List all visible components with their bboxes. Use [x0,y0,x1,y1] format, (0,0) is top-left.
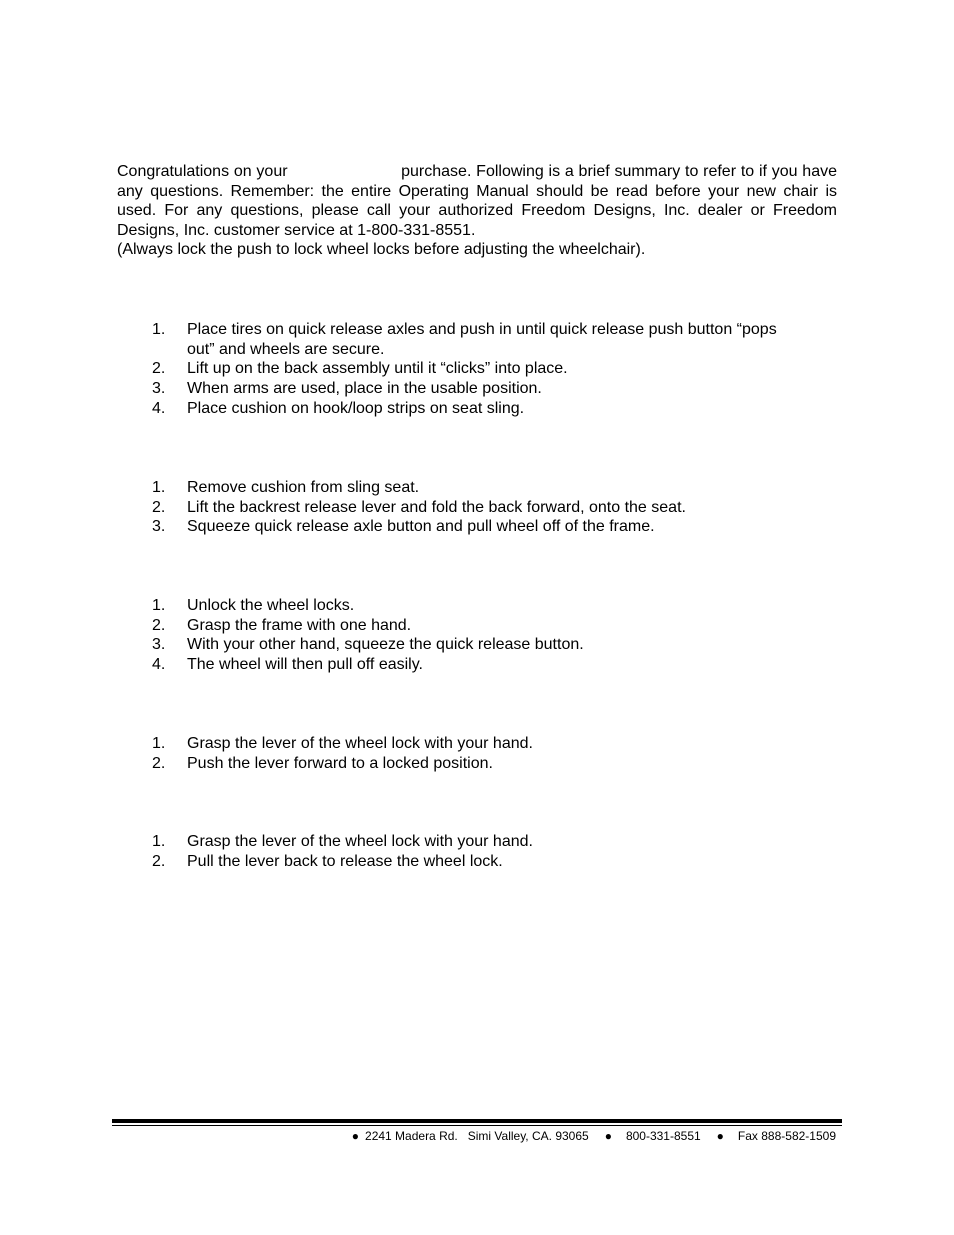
list-item [117,320,837,359]
lock-steps-list [117,734,837,773]
list-item [117,517,837,537]
list-item [117,754,837,774]
item-number: 1. [152,321,166,338]
intro-text [117,162,837,240]
item-text: Grasp the lever of the wheel lock with your hand. [187,833,533,850]
item-text: Place cushion on hook/loop strips on seat sling. [187,399,525,417]
intro-before-gap: Congratulations on your [117,163,288,180]
list-item [117,359,837,379]
item-number: 1. [152,479,166,496]
unlock-steps-list [117,832,837,871]
item-text: Grasp the frame with one hand. [187,616,412,634]
bullet-icon: ● [716,1129,724,1143]
item-number: 1. [152,833,166,850]
item-number: 3. [152,636,166,654]
list-item [117,832,837,852]
page-footer [352,1129,836,1144]
item-text: With your other hand, squeeze the quick release button. [187,636,584,654]
item-number: 4. [152,399,166,417]
item-text: Pull the lever back to release the wheel lock. [187,852,503,870]
item-text: Squeeze quick release axle button and pull wheel off of the frame. [187,518,655,536]
footer-phone: 800-331-8551 [625,1129,701,1143]
list-item [117,498,837,518]
footer-address: 2241 Madera Rd. Simi Valley, CA. 93065 [365,1129,589,1143]
list-item [117,635,837,655]
item-number: 1. [152,597,166,614]
item-number: 2. [152,852,166,870]
list-item [117,478,837,498]
item-text: Grasp the lever of the wheel lock with your hand. [187,735,533,752]
list-item [117,734,837,754]
item-text: Unlock the wheel locks. [187,597,355,614]
item-number: 1. [152,735,166,752]
item-number: 2. [152,616,166,634]
item-number: 2. [152,360,166,378]
list-item [117,379,837,399]
item-text: Lift the backrest release lever and fold the back forward, onto the seat. [187,498,686,516]
item-text: Push the lever forward to a locked position. [187,754,493,772]
list-item [117,852,837,872]
item-number: 2. [152,754,166,772]
footer-fax: Fax 888-582-1509 [737,1129,836,1143]
list-item [117,616,837,636]
item-text: Lift up on the back assembly until it “clicks” into place. [187,360,568,378]
item-number: 4. [152,656,166,674]
item-text: Place tires on quick release axles and push in until quick release push button “pops out” and wheels are secure. [187,321,777,358]
folding-steps-list [117,478,837,537]
bullet-icon: ● [604,1129,612,1143]
footer-divider-thin [112,1125,842,1126]
item-number: 2. [152,498,166,516]
list-item [117,399,837,419]
list-item [117,596,837,616]
item-text: When arms are used, place in the usable position. [187,380,542,398]
item-number: 3. [152,518,166,536]
intro-paragraph [117,162,837,260]
intro-note: (Always lock the push to lock wheel locks before adjusting the wheelchair). [117,241,646,259]
intro-after-gap: purchase. Following is a brief summary to refer to if you have any questions. Remember: the entire Operating Manual should be read before your new chair is used. For any questions, please call your authorized Freedom Designs, Inc. dealer or Freedom Designs, Inc. customer service at 1-800-331-8551. [117,163,837,239]
item-text: The wheel will then pull off easily. [187,656,423,674]
wheel-removal-steps-list [117,596,837,675]
setup-steps-list [117,320,837,419]
bullet-icon: ● [351,1129,360,1143]
list-item [117,655,837,675]
item-number: 3. [152,380,166,398]
item-text: Remove cushion from sling seat. [187,479,420,496]
footer-divider-thick [112,1119,842,1123]
